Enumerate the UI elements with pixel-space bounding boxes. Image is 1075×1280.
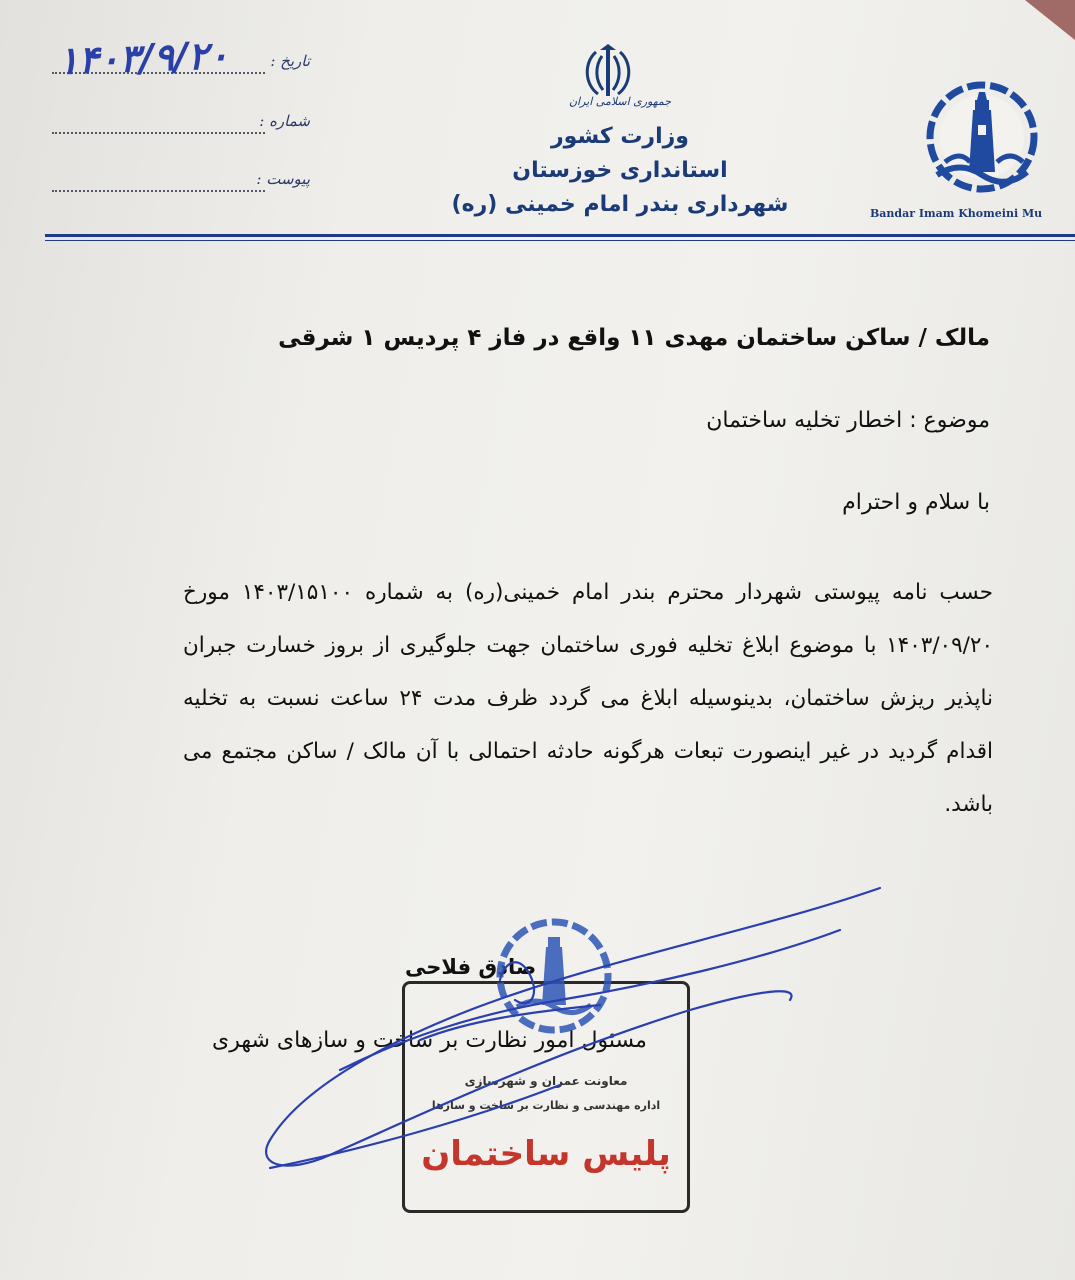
number-field: [40, 112, 310, 142]
signer-name: صادق فلاحی: [405, 955, 537, 979]
header-rule: [45, 234, 1075, 237]
stamp-line-2: اداره مهندسی و نظارت بر ساخت و سازها: [431, 1099, 661, 1112]
municipality-name: شهرداری بندر امام خمینی (ره): [451, 192, 789, 217]
stamp-title: پلیس ساختمان: [421, 1134, 671, 1174]
municipality-logo-icon: [915, 80, 1050, 195]
iran-emblem-icon: [578, 44, 638, 100]
emblem-caption: جمهوری اسلامی ایران: [568, 95, 672, 108]
number-dotted-line: [52, 132, 265, 134]
handwritten-date: ۱۴۰۳/۹/۲۰: [57, 33, 230, 83]
attachment-label: پیوست :: [256, 170, 310, 188]
header-rule-thin: [45, 240, 1075, 241]
date-label: تاریخ :: [270, 52, 310, 70]
attachment-field: [40, 170, 310, 200]
signer-title: مسئول امور نظارت بر ساخت و سازهای شهری: [212, 1028, 647, 1053]
subject-line: موضوع : اخطار تخلیه ساختمان: [706, 408, 990, 433]
stamp-line-1: معاونت عمران و شهرسازی: [464, 1074, 628, 1088]
recipient-line: مالک / ساکن ساختمان مهدی ۱۱ واقع در فاز ۴ پردیس ۱ شرقی: [278, 325, 990, 351]
municipality-round-seal-icon: [495, 917, 613, 1035]
letter-body: حسب نامه پیوستی شهردار محترم بندر امام خمینی(ره) به شماره ۱۴۰۳/۱۵۱۰۰ مورخ ۱۴۰۳/۰۹/۲۰ با موضوع ابلاغ تخلیه فوری ساختمان جهت جلوگیری از بروز خسارت جبران ناپذیر ریزش ساختمان، بدینوسیله ابلاغ می گردد ظرف مدت ۲۴ ساعت نسبت به تخلیه اقدام گردید در غیر اینصورت تبعات هرگونه حادثه احتمالی با آن مالک / ساکن مجتمع می باشد.: [183, 580, 993, 817]
province-name: استانداری خوزستان: [512, 158, 728, 183]
greeting: با سلام و احترام: [842, 490, 990, 515]
attachment-dotted-line: [52, 190, 265, 192]
ministry-name: وزارت کشور: [551, 124, 689, 149]
logo-caption: Bandar Imam Khomeini Mu: [870, 207, 1043, 220]
number-label: شماره :: [259, 112, 310, 130]
